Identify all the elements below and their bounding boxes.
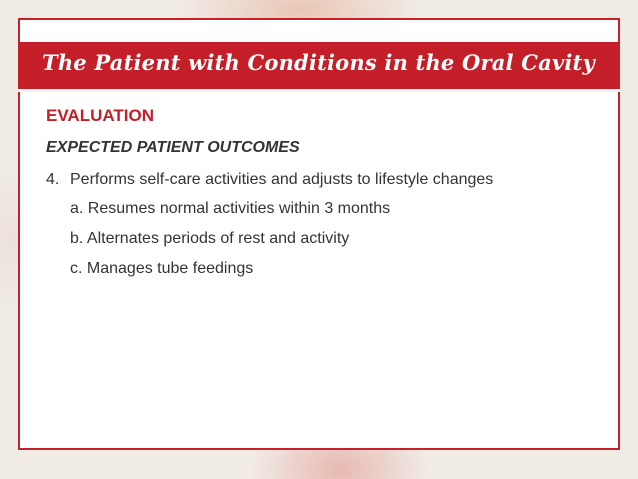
sub-item: a. Resumes normal activities within 3 months xyxy=(70,200,391,217)
outcome-item xyxy=(46,168,594,191)
sub-item: b. Alternates periods of rest and activity xyxy=(70,230,350,247)
slide-title: The Patient with Conditions in the Oral Cavity xyxy=(42,50,595,75)
section-heading: EVALUATION xyxy=(46,106,154,125)
outcome-number: 4. xyxy=(46,171,60,188)
slide-content xyxy=(46,106,594,289)
sub-item: c. Manages tube feedings xyxy=(70,260,254,277)
outcome-text: Performs self-care activities and adjusts to lifestyle changes xyxy=(70,171,494,188)
subsection-heading: EXPECTED PATIENT OUTCOMES xyxy=(46,139,300,156)
title-bar xyxy=(18,42,620,92)
